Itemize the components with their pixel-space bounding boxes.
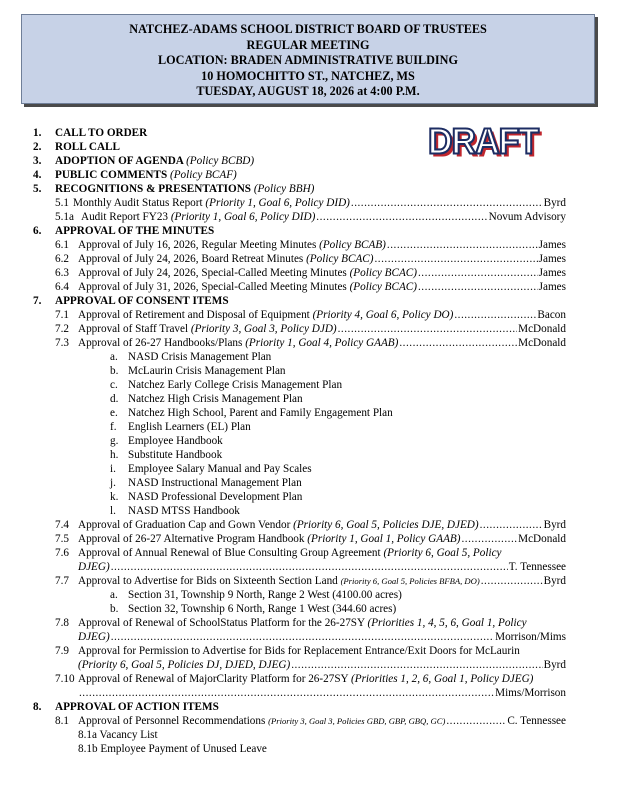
header-district: NATCHEZ-ADAMS SCHOOL DISTRICT BOARD OF TRUSTEES [129,22,487,36]
sub-item-8-1b: 8.1b Employee Payment of Unused Leave [78,743,267,755]
agenda-item-7-2: 7.2 Approval of Staff Travel (Priority 3, Goal 3, Policy DJD) ..... McDonald [0,322,618,336]
agenda-item-7-3: 7.3 Approval of 26-27 Handbooks/Plans (Priority 1, Goal 4, Policy GAAB) ..... McDonald [0,336,618,350]
agenda-item-6-2: 6.2 Approval of July 24, 2026, Board Retreat Minutes (Policy BCAC) ..... James [0,252,618,266]
agenda-item-7-6: 7.6 Approval of Annual Renewal of Blue Consulting Group Agreement (Priority 6, Goal 5, Policy [55,547,502,559]
header-location: LOCATION: BRADEN ADMINISTRATIVE BUILDING [158,53,458,68]
agenda-item-7-7: 7.7 Approval to Advertise for Bids on Sixteenth Section Land (Priority 6, Goal 5, Policies BFBA, DO) ..... Byrd [0,574,618,588]
draft-stamp: DRAFT [428,122,539,162]
agenda-item-7-10-continued: ..... Mims/Morrison [0,686,618,700]
agenda-item-7-6-continued: DJEG) ..... T. Tennessee [0,560,618,574]
meeting-header [21,14,595,104]
agenda-item-6-3: 6.3 Approval of July 24, 2026, Special-Called Meeting Minutes (Policy BCAC) ..... James [0,266,618,280]
agenda-item-8-1: 8.1 Approval of Personnel Recommendations (Priority 3, Goal 3, Policies GBD, GBP, GBQ, GC) ..... C. Tennessee [0,714,618,728]
agenda-item-7-4: 7.4 Approval of Graduation Cap and Gown Vendor (Priority 6, Goal 5, Policies DJE, DJED) ..... Byrd [0,518,618,532]
sub-item-8-1a: 8.1a Vacancy List [78,729,158,741]
agenda-item-5-1a: 5.1a Audit Report FY23 (Priority 1, Goal 6, Policy DID) ..... Novum Advisory [0,210,618,224]
agenda-item-7-9: 7.9 Approval for Permission to Advertise for Bids for Replacement Entrance/Exit Doors for McLaurin [55,645,520,657]
header-address: 10 HOMOCHITTO ST., NATCHEZ, MS [201,68,415,83]
agenda-item-7-5: 7.5 Approval of 26-27 Alternative Program Handbook (Priority 1, Goal 1, Policy GAAB) ..... McDonald [0,532,618,546]
agenda-item-6-4: 6.4 Approval of July 31, 2026, Special-Called Meeting Minutes (Policy BCAC) ..... James [0,280,618,294]
agenda-item-7-10: 7.10 Approval of Renewal of MajorClarity Platform for 26-27SY (Priorities 1, 2, 6, Goal 1, Policy DJEG) [55,673,534,685]
agenda-item-7-1: 7.1 Approval of Retirement and Disposal of Equipment (Priority 4, Goal 6, Policy DO) ..... Bacon [0,308,618,322]
agenda-item-7-8: 7.8 Approval of Renewal of SchoolStatus Platform for the 26-27SY (Priorities 1, 4, 5, 6, Goal 1, Policy [55,617,527,629]
agenda-item-6-1: 6.1 Approval of July 16, 2026, Regular Meeting Minutes (Policy BCAB) ..... James [0,238,618,252]
agenda-item-7-9-continued: (Priority 6, Goal 5, Policies DJ, DJED, DJEG) ..... Byrd [0,658,618,672]
header-date: TUESDAY, AUGUST 18, 2026 at 4:00 P.M. [196,84,420,99]
agenda-item-7-8-continued: DJEG) ..... Morrison/Mims [0,630,618,644]
agenda-item-5-1: 5.1 Monthly Audit Status Report (Priority 1, Goal 6, Policy DID) ..... Byrd [0,196,618,210]
header-meeting-type: REGULAR MEETING [246,37,370,52]
